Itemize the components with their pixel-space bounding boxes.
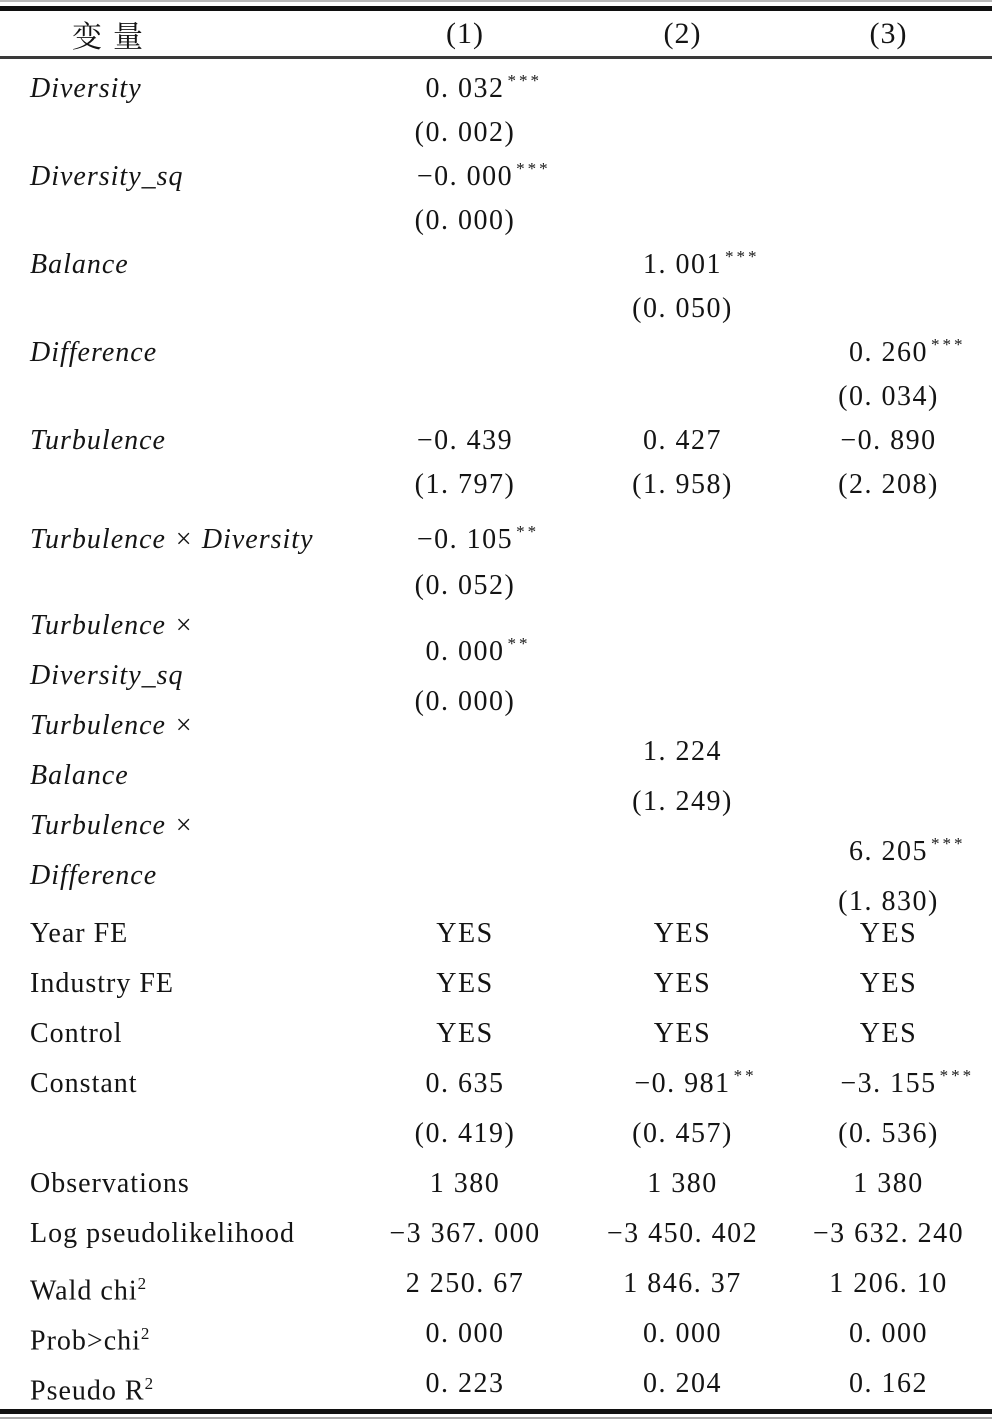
value-cell-1: 0. 223 [425, 1368, 505, 1399]
row-balance [0, 243, 992, 331]
significance-stars: *** [507, 70, 542, 90]
empty-cell [580, 331, 785, 419]
row-turbulence [0, 419, 992, 507]
empty-cell [350, 331, 580, 419]
estimate-value: 0. 635 [425, 1068, 505, 1099]
empty-cell [580, 155, 785, 243]
significance-stars: *** [939, 1065, 975, 1085]
value-cell-2: YES [653, 918, 712, 949]
label-superscript: 2 [144, 1374, 154, 1393]
value-cell-1: YES [436, 1018, 494, 1049]
standard-error: (0. 536) [838, 1118, 939, 1149]
row-label: Log pseudolikelihood [30, 1218, 295, 1249]
value-cell-1: 0. 000 [425, 1318, 505, 1349]
bottom-thin-rule [0, 1417, 992, 1419]
value-cell-3: YES [859, 918, 918, 949]
value-cell-2 [580, 419, 785, 507]
value-cell-2: YES [653, 968, 712, 999]
row-wald-chi2 [0, 1259, 992, 1309]
row-label: Control [30, 1018, 123, 1049]
row-label: Pseudo $R^2$ [30, 1374, 154, 1407]
standard-error: (1. 797) [414, 469, 516, 500]
header-variable-label: 变量 [72, 20, 154, 54]
empty-cell [580, 67, 785, 155]
row-label: Industry FE [30, 968, 174, 999]
value-cell-2: 1 846. 37 [623, 1268, 742, 1299]
row-label: Diversity_sq [30, 161, 184, 192]
row-turbulence-x-diversity [0, 517, 992, 609]
value-cell-1: YES [436, 968, 494, 999]
row-label: Wald chi$^2$ [30, 1274, 147, 1307]
value-cell-3 [785, 331, 992, 419]
standard-error: (2. 208) [838, 469, 939, 500]
significance-stars: ** [733, 1065, 757, 1085]
row-label: Turbulence [30, 425, 166, 456]
value-cell-3: 0. 000 [849, 1318, 928, 1349]
row-label: Constant [30, 1068, 138, 1099]
estimate-value: 1. 001 *** [643, 243, 722, 287]
value-cell-2: YES [653, 1018, 712, 1049]
row-log-pseudolikelihood [0, 1209, 992, 1259]
row-label: Turbulence × Diversity [30, 524, 314, 555]
row-label: Turbulence × Diversity_sq [30, 610, 194, 691]
significance-stars: *** [931, 334, 966, 354]
standard-error: (1. 830) [838, 886, 939, 917]
row-diversity-sq [0, 155, 992, 243]
significance-stars: *** [516, 158, 551, 178]
row-label: Turbulence × Difference [30, 810, 194, 891]
value-cell-3: 1 380 [853, 1168, 924, 1199]
significance-stars: ** [507, 633, 531, 653]
empty-cell [785, 243, 992, 331]
value-cell-1 [350, 155, 580, 243]
estimate-value: −0. 439 [416, 425, 514, 456]
row-prob-chi2 [0, 1309, 992, 1359]
estimate-value: 0. 000 ** [426, 627, 505, 677]
value-cell-3: 1 206. 10 [829, 1268, 948, 1299]
empty-cell [350, 243, 580, 331]
significance-stars: *** [931, 833, 966, 853]
value-cell-1 [350, 1059, 580, 1159]
row-label: Prob>chi$^2$ [30, 1324, 150, 1357]
standard-error: (1. 249) [632, 786, 733, 817]
label-superscript: 2 [140, 1324, 150, 1343]
value-cell-2 [580, 1059, 785, 1159]
value-cell-2 [580, 243, 785, 331]
standard-error: (0. 034) [838, 381, 939, 412]
table-header-row [0, 11, 992, 59]
value-cell-3: YES [859, 968, 918, 999]
value-cell-1: 1 380 [429, 1168, 501, 1199]
header-col-1: (1) [446, 16, 484, 50]
row-label: Turbulence × Balance [30, 710, 194, 791]
significance-stars: *** [725, 246, 760, 266]
standard-error: (0. 000) [414, 686, 516, 717]
row-constant [0, 1059, 992, 1159]
value-cell-1 [350, 67, 580, 155]
estimate-value: 0. 260 *** [849, 331, 928, 375]
estimate-value: −0. 890 [840, 425, 937, 456]
row-label: Balance [30, 249, 129, 280]
label-superscript: 2 [137, 1274, 147, 1293]
estimate-value: 0. 427 [643, 425, 722, 456]
significance-stars: ** [516, 521, 540, 541]
value-cell-3: YES [859, 1018, 918, 1049]
row-difference [0, 331, 992, 419]
standard-error: (0. 002) [414, 117, 516, 148]
top-thin-rule [0, 0, 992, 2]
standard-error: (0. 052) [414, 570, 516, 601]
value-cell-3 [785, 419, 992, 507]
row-control [0, 1009, 992, 1059]
value-cell-1 [350, 517, 580, 609]
standard-error: (0. 000) [414, 205, 516, 236]
row-year-fe [0, 909, 992, 959]
value-cell-3: 0. 162 [849, 1368, 928, 1399]
estimate-value: 0. 032 *** [426, 67, 505, 111]
header-col-3: (3) [869, 16, 908, 50]
value-cell-1: YES [436, 918, 494, 949]
empty-cell [785, 67, 992, 155]
value-cell-2: −3 450. 402 [606, 1218, 759, 1249]
empty-cell [785, 155, 992, 243]
row-turbulence-x-diversity-sq [0, 609, 992, 717]
estimate-value: −0. 000 *** [417, 155, 513, 199]
value-cell-2: 0. 000 [643, 1318, 722, 1349]
row-label: Observations [30, 1168, 190, 1199]
estimate-value: −3. 155 *** [840, 1059, 936, 1109]
row-diversity [0, 67, 992, 155]
value-cell-2: 1 380 [647, 1168, 718, 1199]
row-turbulence-x-balance [0, 709, 992, 817]
value-cell-3: −3 632. 240 [812, 1218, 965, 1249]
empty-cell [785, 517, 992, 609]
estimate-value: −0. 981 ** [634, 1059, 730, 1109]
estimate-value: 1. 224 [643, 736, 722, 767]
estimate-value: −0. 105 ** [417, 517, 513, 563]
row-observations [0, 1159, 992, 1209]
empty-cell [580, 517, 785, 609]
value-cell-2: 0. 204 [643, 1368, 722, 1399]
value-cell-1 [350, 419, 580, 507]
standard-error: (0. 457) [632, 1118, 733, 1149]
row-label: Diversity [30, 73, 142, 104]
standard-error: (0. 419) [414, 1118, 516, 1149]
standard-error: (0. 050) [632, 293, 733, 324]
value-cell-1: 2 250. 67 [405, 1268, 525, 1299]
row-pseudo-r2 [0, 1359, 992, 1409]
header-col-2: (2) [663, 16, 702, 50]
row-label: Year FE [30, 918, 129, 949]
row-industry-fe [0, 959, 992, 1009]
value-cell-1: −3 367. 000 [389, 1218, 541, 1249]
standard-error: (1. 958) [632, 469, 733, 500]
row-turbulence-x-difference [0, 809, 992, 917]
value-cell-3 [785, 1059, 992, 1159]
row-label: Difference [30, 337, 158, 368]
estimate-value: 6. 205 *** [849, 827, 928, 877]
table-body [0, 59, 992, 1409]
